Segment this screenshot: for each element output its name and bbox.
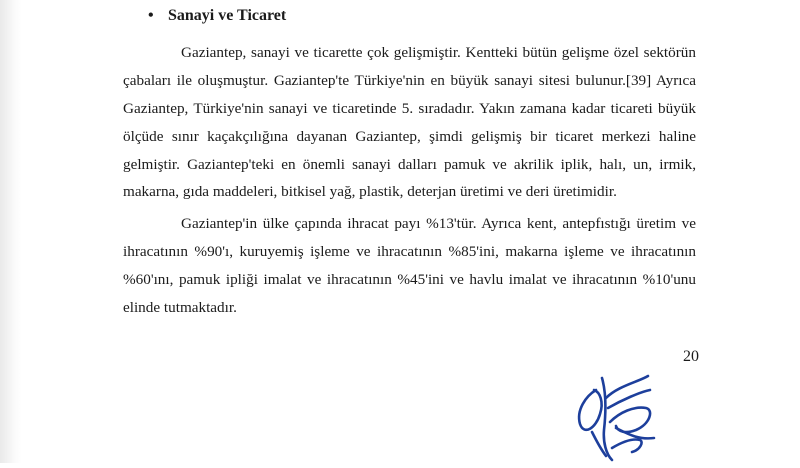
section-heading [148, 7, 286, 25]
paragraph-2-line-2: ihracatının %90'ı, kuruyemiş işleme ve ihracatının %85'ini, makarna işleme ve ihracatının [123, 243, 696, 260]
paragraph-2-line-1: Gaziantep'in ülke çapında ihracat payı %13'tür. Ayrıca kent, antepfıstığı üretim ve [181, 215, 696, 232]
paragraph-1-line-4: ölçüde sınır kaçakçılığına dayanan Gaziantep, şimdi gelişmiş bir ticaret merkezi haline [123, 128, 696, 145]
signature-icon [566, 368, 662, 463]
paragraph-2-line-4: elinde tutmaktadır. [123, 299, 237, 316]
section-heading-text: Sanayi ve Ticaret [168, 7, 287, 24]
paragraph-1-line-2: çabaları ile oluşmuştur. Gaziantep'te Türkiye'nin en büyük sanayi sitesi bulunur.[39] Ayrıca [123, 72, 696, 89]
paragraph-1-line-3: Gaziantep, Türkiye'nin sanayi ve ticaretinde 5. sıradadır. Yakın zamana kadar ticareti büyük [123, 100, 696, 117]
bullet-icon: • [148, 7, 154, 24]
page-edge-shadow [0, 0, 22, 463]
paragraph-2-line-3: %60'ını, pamuk ipliği imalat ve ihracatının %45'ini ve havlu imalat ve ihracatının %10'unu [123, 271, 696, 288]
paragraph-1-line-5: gelmiştir. Gaziantep'teki en önemli sanayi dalları pamuk ve akrilik iplik, halı, un, irmik, [123, 156, 696, 173]
paragraph-1-line-6: makarna, gıda maddeleri, bitkisel yağ, plastik, deterjan üretimi ve deri üretimidir. [123, 183, 617, 200]
paragraph-1-line-1: Gaziantep, sanayi ve ticarette çok gelişmiştir. Kentteki bütün gelişme özel sektörün [181, 44, 696, 61]
page-number: 20 [683, 348, 699, 365]
